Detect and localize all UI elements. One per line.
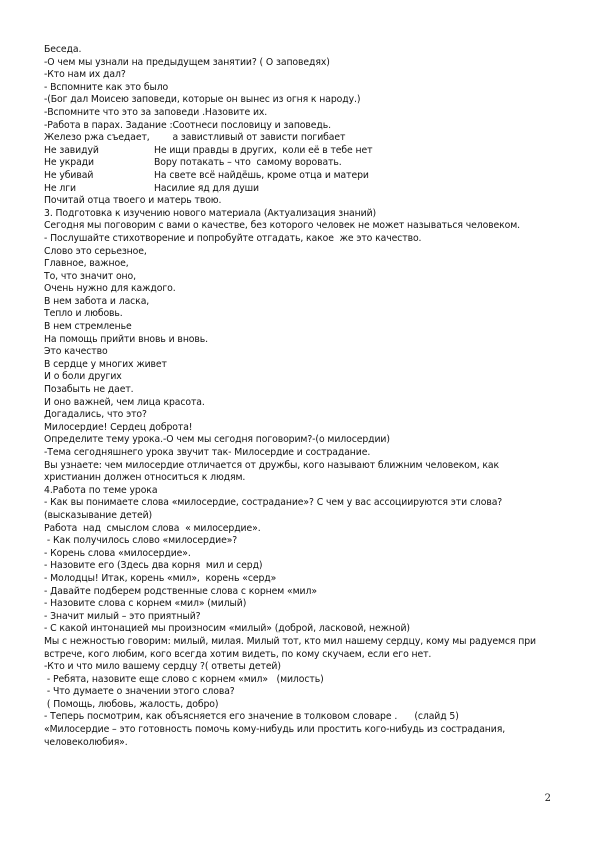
poem-line: Очень нужно для каждого. — [44, 283, 176, 295]
poem-line: Слово это серьезное, — [44, 245, 147, 257]
text-line: - Что думаете о значении этого слова? — [44, 686, 235, 698]
text-line: - С какой интонацией мы произносим «милый» (доброй, ласковой, нежной) — [44, 623, 410, 635]
text-line: - Теперь посмотрим, как объясняется его значение в толковом словаре . (слайд 5) — [44, 711, 459, 723]
text-line: -(Бог дал Моисею заповеди, которые он вынес из огня к народу.) — [44, 94, 361, 106]
poem-line: Главное, важное, — [44, 258, 129, 270]
paragraph: - Как вы понимаете слова «милосердие, сострадание»? С чем у вас ассоциируются эти слова? (высказывание детей) — [44, 497, 503, 521]
text-line: ( Помощь, любовь, жалость, добро) — [44, 698, 219, 710]
section-heading: 3. Подготовка к изучению нового материала (Актуализация знаний) — [44, 207, 377, 219]
text-line: - Назовите слова с корнем «мил» (милый) — [44, 598, 247, 610]
pair-row — [44, 170, 556, 183]
commandment-text: Не завидуй — [44, 144, 99, 156]
page-content — [44, 44, 556, 749]
commandment-text: Не убивай — [44, 169, 94, 181]
pair-row — [44, 183, 556, 196]
text-line: - Ребята, назовите еще слово с корнем «мил» (милость) — [44, 673, 324, 685]
poem-block — [44, 233, 556, 460]
text-line: - Послушайте стихотворение и попробуйте отгадать, какое же это качество. — [44, 232, 422, 244]
text-block-conversation — [44, 44, 556, 145]
poem-line: И о боли других — [44, 371, 122, 383]
page-number: 2 — [544, 793, 551, 804]
proverb-text: Насилие яд для души — [154, 182, 259, 194]
text-line: -О чем мы узнали на предыдущем занятии? ( О заповедях) — [44, 56, 330, 68]
poem-line: Позабыть не дает. — [44, 384, 134, 396]
pair-row — [44, 145, 556, 158]
text-line: -Кто и что мило вашему сердцу ?( ответы детей) — [44, 661, 281, 673]
text-block-word-work — [44, 523, 556, 636]
text-line: Определите тему урока.-О чем мы сегодня поговорим?-(о милосердии) — [44, 434, 390, 446]
paragraph: Мы с нежностью говорим: милый, милая. Милый тот, кто мил нашему сердцу, кому мы радуемся при встрече, кого любим, кого всегда хотим видеть, по кому скучаем, если его нет. — [44, 635, 536, 660]
paragraph: Вы узнаете: чем милосердие отличается от дружбы, кого называют ближним человеком, как христианин должен относиться к людям. — [44, 459, 500, 484]
proverb-text: Не ищи правды в других, коли её в тебе нет — [154, 144, 373, 156]
commandment-text: Не укради — [44, 157, 94, 169]
poem-line: Догадались, что это? — [44, 409, 147, 421]
poem-line: То, что значит оно, — [44, 270, 136, 282]
text-line: -Вспомните что это за заповеди .Назовите их. — [44, 106, 268, 118]
text-line: - Корень слова «милосердие». — [44, 547, 191, 559]
text-line: -Тема сегодняшнего урока звучит так- Милосердие и сострадание. — [44, 447, 371, 458]
section-heading: 4.Работа по теме урока — [44, 484, 158, 496]
poem-line: Милосердие! Сердец доброта! — [44, 421, 193, 433]
text-line: - Как получилось слово «милосердие»? — [44, 535, 238, 547]
proverb-text: На свете всё найдёшь, кроме отца и матери — [154, 169, 369, 181]
poem-line: И оно важней, чем лица красота. — [44, 396, 205, 408]
paragraph: Сегодня мы поговорим с вами о качестве, без которого человек не может называться человеком. — [44, 220, 521, 232]
text-line: Железо ржа съедает, а завистливый от зависти погибает — [44, 132, 346, 144]
poem-line: В нем забота и ласка, — [44, 295, 150, 307]
poem-line: В нем стремленье — [44, 321, 132, 333]
text-line: - Давайте подберем родственные слова с корнем «мил» — [44, 585, 317, 597]
poem-line: Это качество — [44, 346, 108, 358]
text-line: -Кто нам их дал? — [44, 69, 126, 81]
text-line: - Вспомните как это было — [44, 81, 169, 93]
paragraph: «Милосердие – это готовность помочь кому-нибудь или простить кого-нибудь из сострадания, человеколюбия». — [44, 724, 506, 748]
proverb-text: Вору потакать – что самому воровать. — [154, 157, 342, 169]
text-line: - Молодцы! Итак, корень «мил», корень «серд» — [44, 572, 277, 584]
commandment-proverb-pairs — [44, 145, 556, 195]
pair-row — [44, 157, 556, 170]
commandment-text: Не лги — [44, 182, 76, 194]
text-line: - Значит милый – это приятный? — [44, 610, 201, 622]
text-line: Беседа. — [44, 44, 82, 55]
text-line: Работа над смыслом слова « милосердие». — [44, 522, 261, 534]
text-line: Почитай отца твоего и матерь твою. — [44, 195, 222, 207]
text-block-closing — [44, 661, 556, 724]
poem-line: На помощь прийти вновь и вновь. — [44, 333, 208, 345]
poem-line: В сердце у многих живет — [44, 358, 167, 370]
poem-line: Тепло и любовь. — [44, 308, 123, 320]
text-line: - Назовите его (Здесь два корня мил и серд) — [44, 560, 263, 572]
text-line: -Работа в парах. Задание :Соотнеси пословицу и заповедь. — [44, 119, 331, 131]
